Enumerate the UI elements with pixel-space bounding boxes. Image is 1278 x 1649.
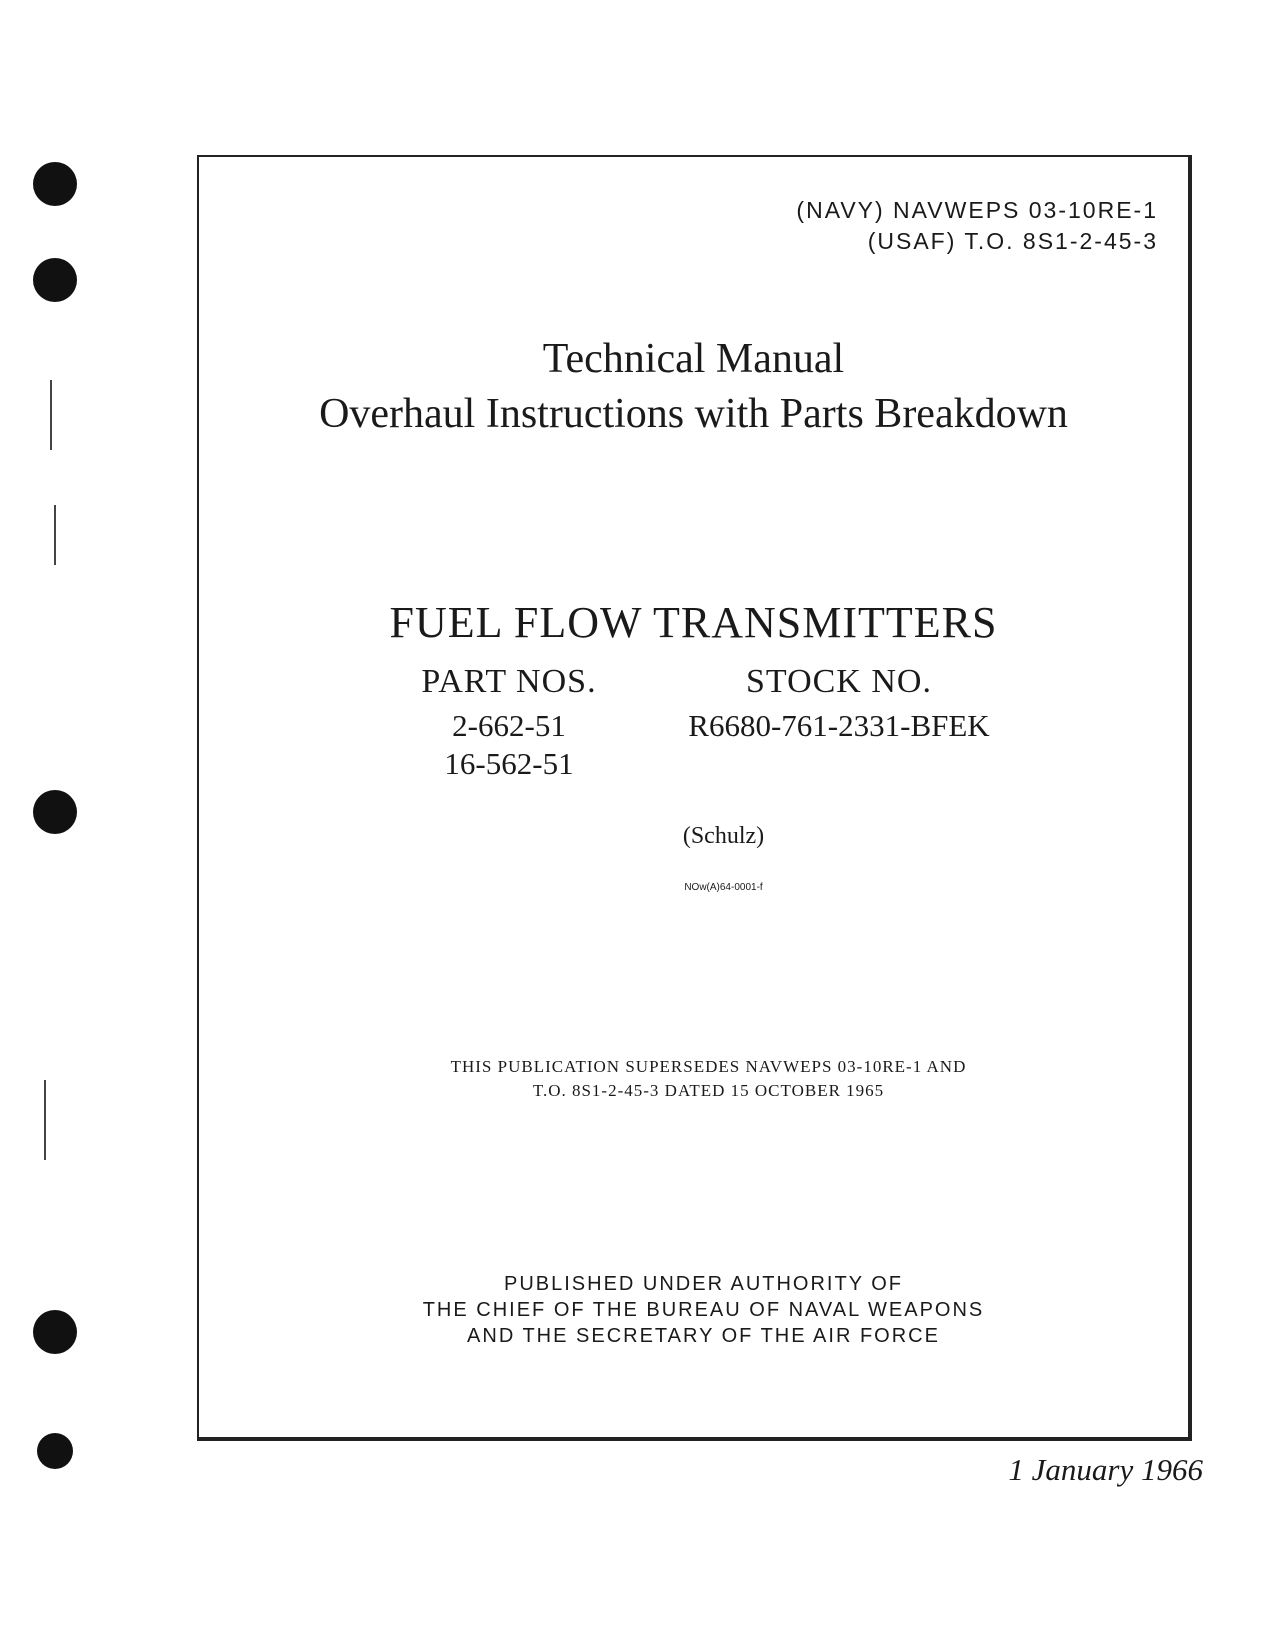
- stock-no-label: STOCK NO.: [746, 663, 932, 700]
- supersedes-line-1: THIS PUBLICATION SUPERSEDES NAVWEPS 03-10RE-1 AND: [450, 1057, 967, 1076]
- binder-hole-3: [33, 790, 77, 834]
- binding-mark: [44, 1080, 46, 1160]
- authority-statement: [199, 1271, 1188, 1349]
- main-title: FUEL FLOW TRANSMITTERS: [389, 598, 998, 647]
- binding-mark: [54, 505, 56, 565]
- binder-hole-1: [33, 162, 77, 206]
- stock-number: [649, 663, 1029, 745]
- authority-line-1: PUBLISHED UNDER AUTHORITY OF: [503, 1273, 904, 1295]
- cover-frame: [197, 155, 1192, 1441]
- contract-number: NOw(A)64-0001-f: [684, 882, 763, 893]
- binder-hole-2: [33, 258, 77, 302]
- title-line-2: Overhaul Instructions with Parts Breakdown: [319, 391, 1068, 437]
- part-numbers: [349, 663, 669, 783]
- part-nos-label: PART NOS.: [421, 663, 597, 700]
- binding-mark: [50, 380, 52, 450]
- supersedes-line-2: T.O. 8S1-2-45-3 DATED 15 OCTOBER 1965: [532, 1081, 885, 1100]
- title-line-1: Technical Manual: [542, 336, 845, 382]
- binder-hole-5: [37, 1433, 73, 1469]
- supersedes-notice: [199, 1055, 1188, 1103]
- stock-number-value: R6680-761-2331-BFEK: [688, 708, 990, 743]
- manufacturer: (Schulz): [682, 823, 765, 849]
- part-number-2: 16-562-51: [444, 746, 574, 781]
- document-number-block: [796, 195, 1158, 257]
- authority-line-3: AND THE SECRETARY OF THE AIR FORCE: [467, 1325, 940, 1347]
- publication-date: 1 January 1966: [1008, 1452, 1203, 1487]
- part-number-1: 2-662-51: [452, 708, 566, 743]
- usaf-document-number: (USAF) T.O. 8S1-2-45-3: [867, 228, 1158, 254]
- navy-document-number: (NAVY) NAVWEPS 03-10RE-1: [796, 197, 1158, 223]
- binder-hole-4: [33, 1310, 77, 1354]
- authority-line-2: THE CHIEF OF THE BUREAU OF NAVAL WEAPONS: [422, 1299, 985, 1321]
